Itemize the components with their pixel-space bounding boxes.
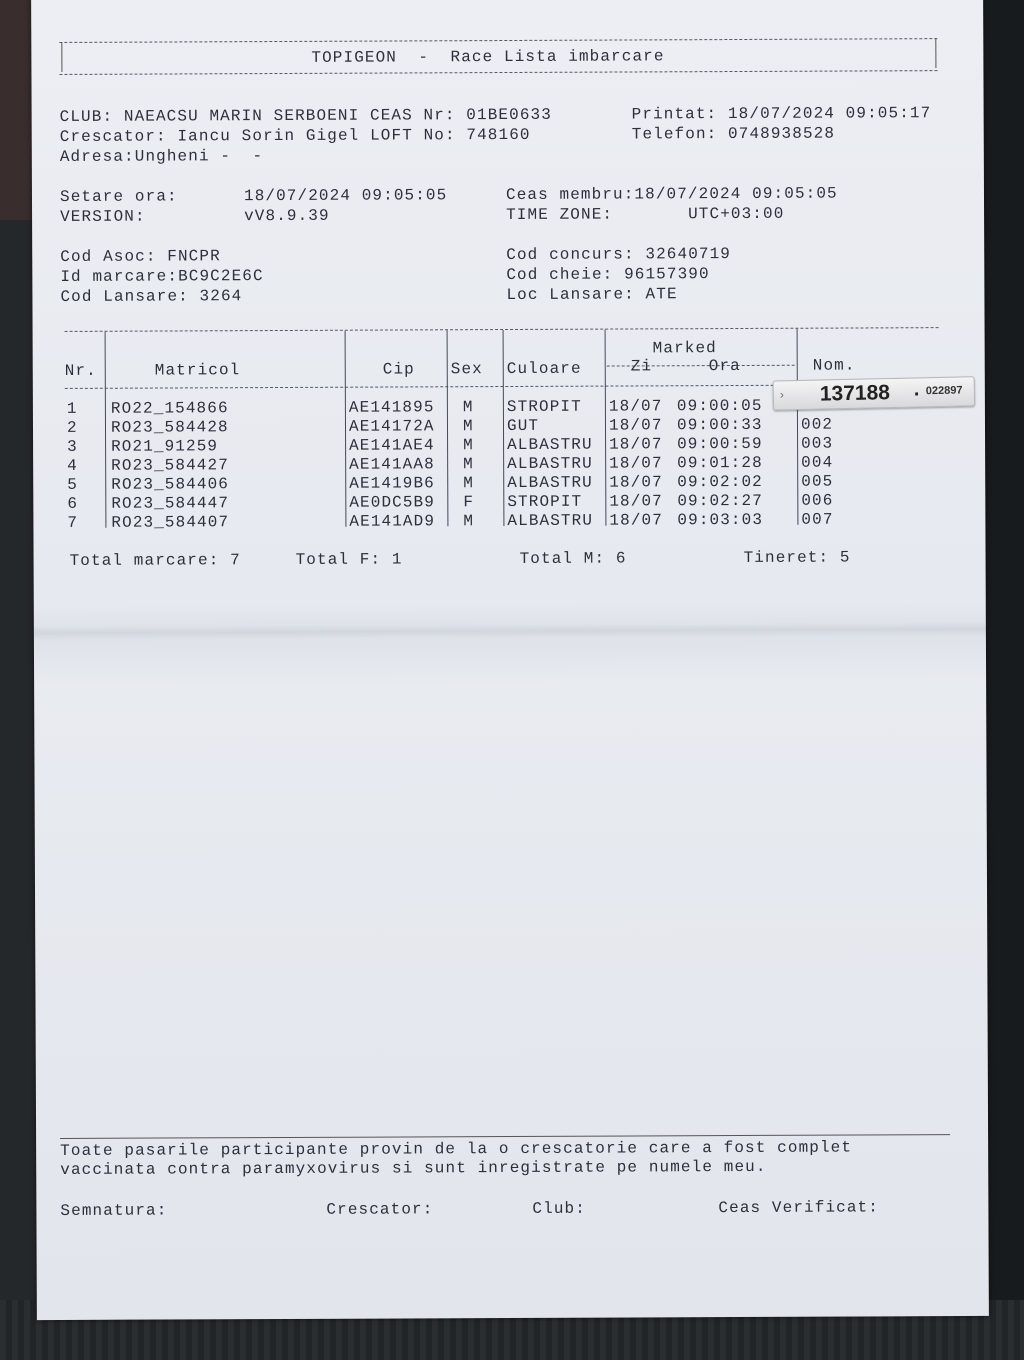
total-f: Total F: 1 xyxy=(295,550,403,569)
header-top-border xyxy=(59,38,937,43)
row-nr: 5 xyxy=(67,475,78,494)
col-sep-6 xyxy=(797,329,799,525)
row-nr: 2 xyxy=(66,418,78,437)
cod-lansare: Cod Lansare: 3264 xyxy=(60,287,243,306)
row-cip: AE1419B6 xyxy=(349,474,435,493)
row-cip: AE141AD9 xyxy=(349,512,436,531)
col-sep-5 xyxy=(605,330,607,526)
col-sep-2 xyxy=(345,331,347,527)
sticker-number: 137188 xyxy=(819,381,891,406)
row-sex: M xyxy=(463,512,475,531)
statement-line-2: vaccinata contra paramyxovirus si sunt inregistrate pe numele meu. xyxy=(60,1157,767,1179)
row-sex: M xyxy=(463,474,474,493)
header-cip: Cip xyxy=(382,360,415,379)
version-label: VERSION: xyxy=(60,207,146,226)
semnatura-label: Semnatura: xyxy=(60,1201,168,1220)
row-ora: 09:00:33 xyxy=(676,415,763,435)
row-nom: 005 xyxy=(801,472,834,491)
row-nr: 6 xyxy=(67,494,79,513)
row-ora: 09:03:03 xyxy=(677,510,764,530)
row-cip: AE141AE4 xyxy=(349,436,435,455)
version-value: vV8.9.39 xyxy=(244,206,330,226)
printed-receipt xyxy=(31,0,989,1320)
row-cip: AE14172A xyxy=(348,417,435,436)
header-bottom-border xyxy=(59,70,937,75)
row-nom: 004 xyxy=(801,453,834,472)
row-nr: 3 xyxy=(67,437,78,456)
row-culoare: STROPIT xyxy=(507,492,583,512)
id-marcare: Id marcare:BC9C2E6C xyxy=(60,267,264,286)
ring-sticker-label xyxy=(773,376,976,410)
row-ora: 09:02:27 xyxy=(677,491,763,511)
row-matricol: RO21_91259 xyxy=(111,437,219,456)
timezone-value: UTC+03:00 xyxy=(688,204,785,224)
header-culoare: Culoare xyxy=(506,359,582,379)
row-zi: 18/07 xyxy=(609,492,663,511)
table-top-border xyxy=(65,327,939,332)
row-zi: 18/07 xyxy=(609,454,663,473)
row-zi: 18/07 xyxy=(609,473,663,492)
club-line: CLUB: NAEACSU MARIN SERBOENI CEAS Nr: 01BE0633 xyxy=(59,105,552,126)
row-nom: 003 xyxy=(801,434,834,453)
header-nom: Nom. xyxy=(812,356,856,375)
header-nr: Nr. xyxy=(64,361,97,380)
row-culoare: ALBASTRU xyxy=(507,435,593,455)
row-zi: 18/07 xyxy=(608,397,663,416)
row-cip: AE141895 xyxy=(348,398,435,417)
row-nom: 007 xyxy=(801,510,834,529)
row-sex: M xyxy=(463,455,474,474)
cod-concurs: Cod concurs: 32640719 xyxy=(506,245,732,265)
row-nr: 7 xyxy=(67,513,79,532)
row-sex: M xyxy=(462,417,474,436)
row-cip: AE141AA8 xyxy=(349,455,435,474)
crescator-label: Crescator: xyxy=(326,1200,434,1219)
adresa: Adresa:Ungheni - - xyxy=(59,147,264,166)
header-right-border xyxy=(935,38,936,68)
cod-asoc: Cod Asoc: FNCPR xyxy=(60,247,221,266)
col-sep-4 xyxy=(503,330,505,526)
row-sex: M xyxy=(463,436,474,455)
club-label: Club: xyxy=(532,1199,586,1218)
header-zi: Zi xyxy=(630,357,653,376)
cod-cheie: Cod cheie: 96157390 xyxy=(506,265,710,285)
row-culoare: ALBASTRU xyxy=(507,473,593,493)
sticker-edge-mark: › xyxy=(779,387,785,402)
printed-datetime: Printat: 18/07/2024 09:05:17 xyxy=(631,104,932,124)
row-matricol: RO22_154866 xyxy=(110,399,229,418)
header-marked: Marked xyxy=(652,339,717,358)
document-title: TOPIGEON - Race Lista imbarcare xyxy=(311,47,665,67)
row-sex: M xyxy=(462,398,474,417)
crescator-line: Crescator: Iancu Sorin Gigel LOFT No: 748160 xyxy=(59,125,531,146)
total-marcare: Total marcare: 7 xyxy=(69,551,241,570)
sticker-dot: . xyxy=(913,378,920,401)
header-matricol: Matricol xyxy=(154,361,241,380)
header-ora: Ora xyxy=(708,356,741,376)
row-zi: 18/07 xyxy=(608,416,663,435)
row-nom: 002 xyxy=(800,415,834,434)
row-ora: 09:01:28 xyxy=(677,453,763,473)
row-matricol: RO23_584406 xyxy=(111,475,230,494)
row-ora: 09:02:02 xyxy=(677,472,763,492)
row-zi: 18/07 xyxy=(609,511,663,530)
loc-lansare: Loc Lansare: ATE xyxy=(506,285,678,305)
timezone-label: TIME ZONE: xyxy=(506,205,614,225)
ceas-membru: Ceas membru:18/07/2024 09:05:05 xyxy=(505,184,838,205)
row-nr: 4 xyxy=(67,456,78,475)
telefon: Telefon: 0748938528 xyxy=(631,124,836,144)
header-sex: Sex xyxy=(450,360,483,379)
row-ora: 09:00:59 xyxy=(677,434,763,454)
tineret: Tineret: 5 xyxy=(743,548,851,567)
row-nom: 006 xyxy=(801,491,834,510)
sticker-small-number: 022897 xyxy=(925,384,963,398)
col-sep-1 xyxy=(105,332,107,528)
row-nr: 1 xyxy=(66,399,78,418)
row-culoare: STROPIT xyxy=(506,397,582,417)
row-culoare: ALBASTRU xyxy=(507,511,594,531)
total-m: Total M: 6 xyxy=(519,549,627,568)
row-zi: 18/07 xyxy=(609,435,663,454)
row-matricol: RO23_584428 xyxy=(110,418,229,437)
row-sex: F xyxy=(463,493,475,512)
setare-ora-value: 18/07/2024 09:05:05 xyxy=(243,186,448,206)
row-matricol: RO23_584447 xyxy=(111,494,230,513)
header-left-border xyxy=(61,42,62,72)
row-matricol: RO23_584407 xyxy=(111,513,230,532)
col-sep-3 xyxy=(447,330,449,526)
ceas-verificat-label: Ceas Verificat: xyxy=(718,1198,879,1218)
row-culoare: GUT xyxy=(506,416,540,436)
paper-fold xyxy=(34,622,986,640)
row-ora: 09:00:05 xyxy=(676,396,763,416)
setare-ora-label: Setare ora: xyxy=(59,187,178,206)
statement-line-1: Toate pasarile participante provin de la o crescatorie care a fost complet xyxy=(60,1138,853,1160)
row-matricol: RO23_584427 xyxy=(111,456,229,475)
row-culoare: ALBASTRU xyxy=(507,454,593,474)
row-cip: AE0DC5B9 xyxy=(349,493,435,512)
